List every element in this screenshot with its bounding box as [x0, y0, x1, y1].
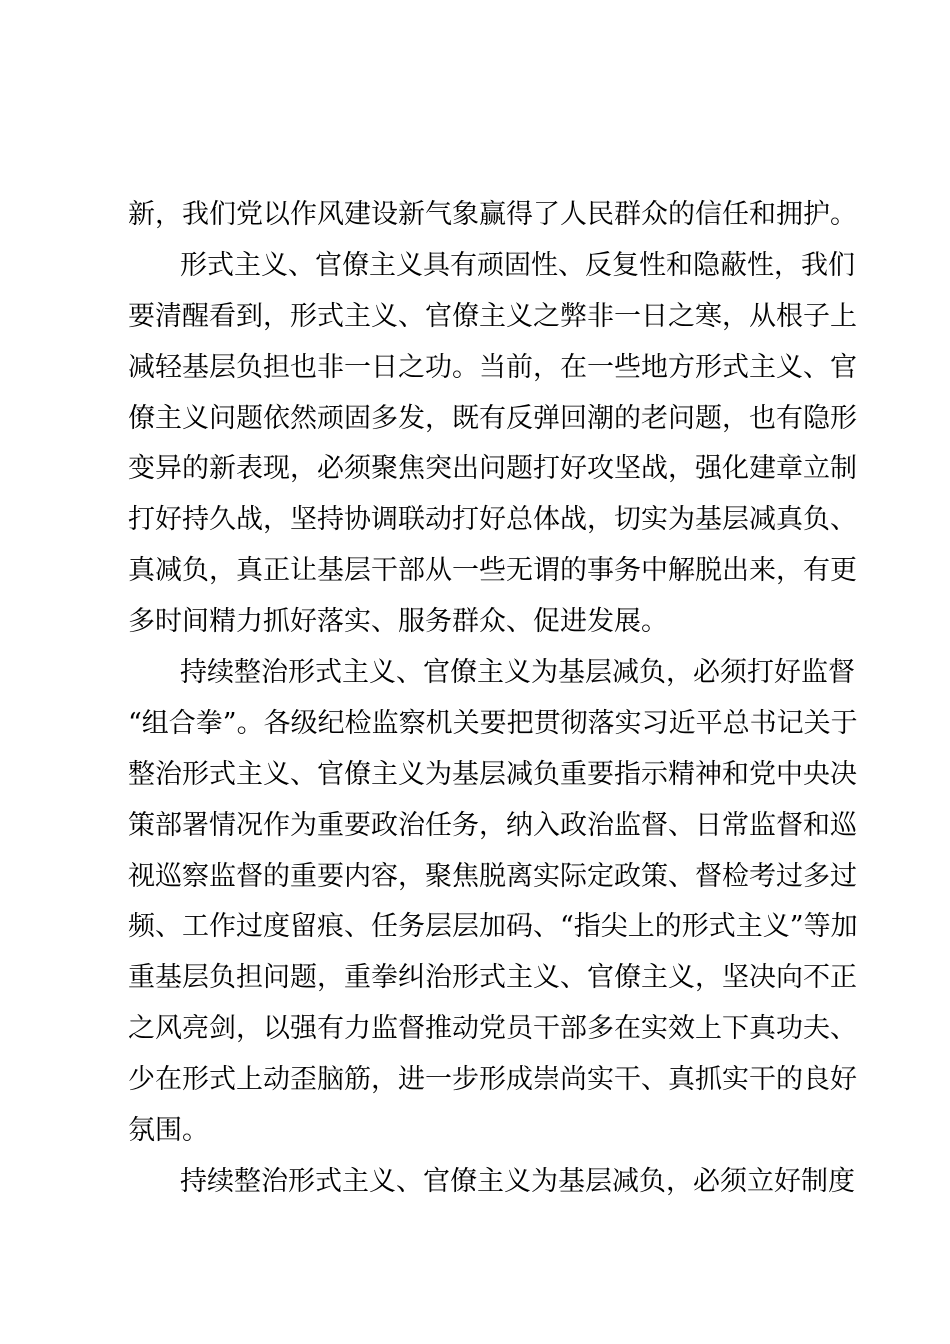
paragraph-2-line-8: 多时间精力抓好落实、服务群众、促进发展。	[128, 606, 668, 638]
paragraph-2-line-3: 减轻基层负担也非一日之功。当前，在一些地方形式主义、官	[128, 351, 857, 383]
paragraph-2-line-2: 要清醒看到，形式主义、官僚主义之弊非一日之寒，从根子上	[128, 300, 857, 332]
paragraph-3-line-5: 视巡察监督的重要内容，聚焦脱离实际定政策、督检考过多过	[128, 860, 857, 892]
paragraph-4-line-1: 持续整治形式主义、官僚主义为基层减负，必须立好制度	[180, 1165, 855, 1197]
paragraph-1-line-1: 新，我们党以作风建设新气象赢得了人民群众的信任和拥护。	[128, 199, 857, 230]
paragraph-3-line-2: “组合拳”。各级纪检监察机关要把贯彻落实习近平总书记关于	[128, 707, 858, 739]
paragraph-3-line-10: 氛围。	[128, 1115, 209, 1147]
paragraph-3-line-3: 整治形式主义、官僚主义为基层减负重要指示精神和党中央决	[128, 758, 857, 790]
paragraph-3-line-8: 之风亮剑，以强有力监督推动党员干部多在实效上下真功夫、	[128, 1013, 857, 1045]
paragraph-3-line-7: 重基层负担问题，重拳纠治形式主义、官僚主义，坚决向不正	[128, 962, 857, 994]
paragraph-2-line-7: 真减负，真正让基层干部从一些无谓的事务中解脱出来，有更	[128, 555, 857, 587]
paragraph-2-line-1: 形式主义、官僚主义具有顽固性、反复性和隐蔽性，我们	[180, 249, 855, 281]
document-body	[128, 190, 858, 1208]
paragraph-2-line-4: 僚主义问题依然顽固多发，既有反弹回潮的老问题，也有隐形	[128, 402, 857, 434]
paragraph-3-line-4: 策部署情况作为重要政治任务，纳入政治监督、日常监督和巡	[128, 809, 857, 841]
paragraph-3-line-9: 少在形式上动歪脑筋，进一步形成崇尚实干、真抓实干的良好	[128, 1064, 857, 1096]
paragraph-2-line-5: 变异的新表现，必须聚焦突出问题打好攻坚战，强化建章立制	[128, 453, 857, 485]
paragraph-3-line-1: 持续整治形式主义、官僚主义为基层减负，必须打好监督	[180, 657, 855, 689]
paragraph-2-line-6: 打好持久战，坚持协调联动打好总体战，切实为基层减真负、	[128, 504, 857, 536]
paragraph-3-line-6: 频、工作过度留痕、任务层层加码、“指尖上的形式主义”等加	[128, 911, 858, 943]
